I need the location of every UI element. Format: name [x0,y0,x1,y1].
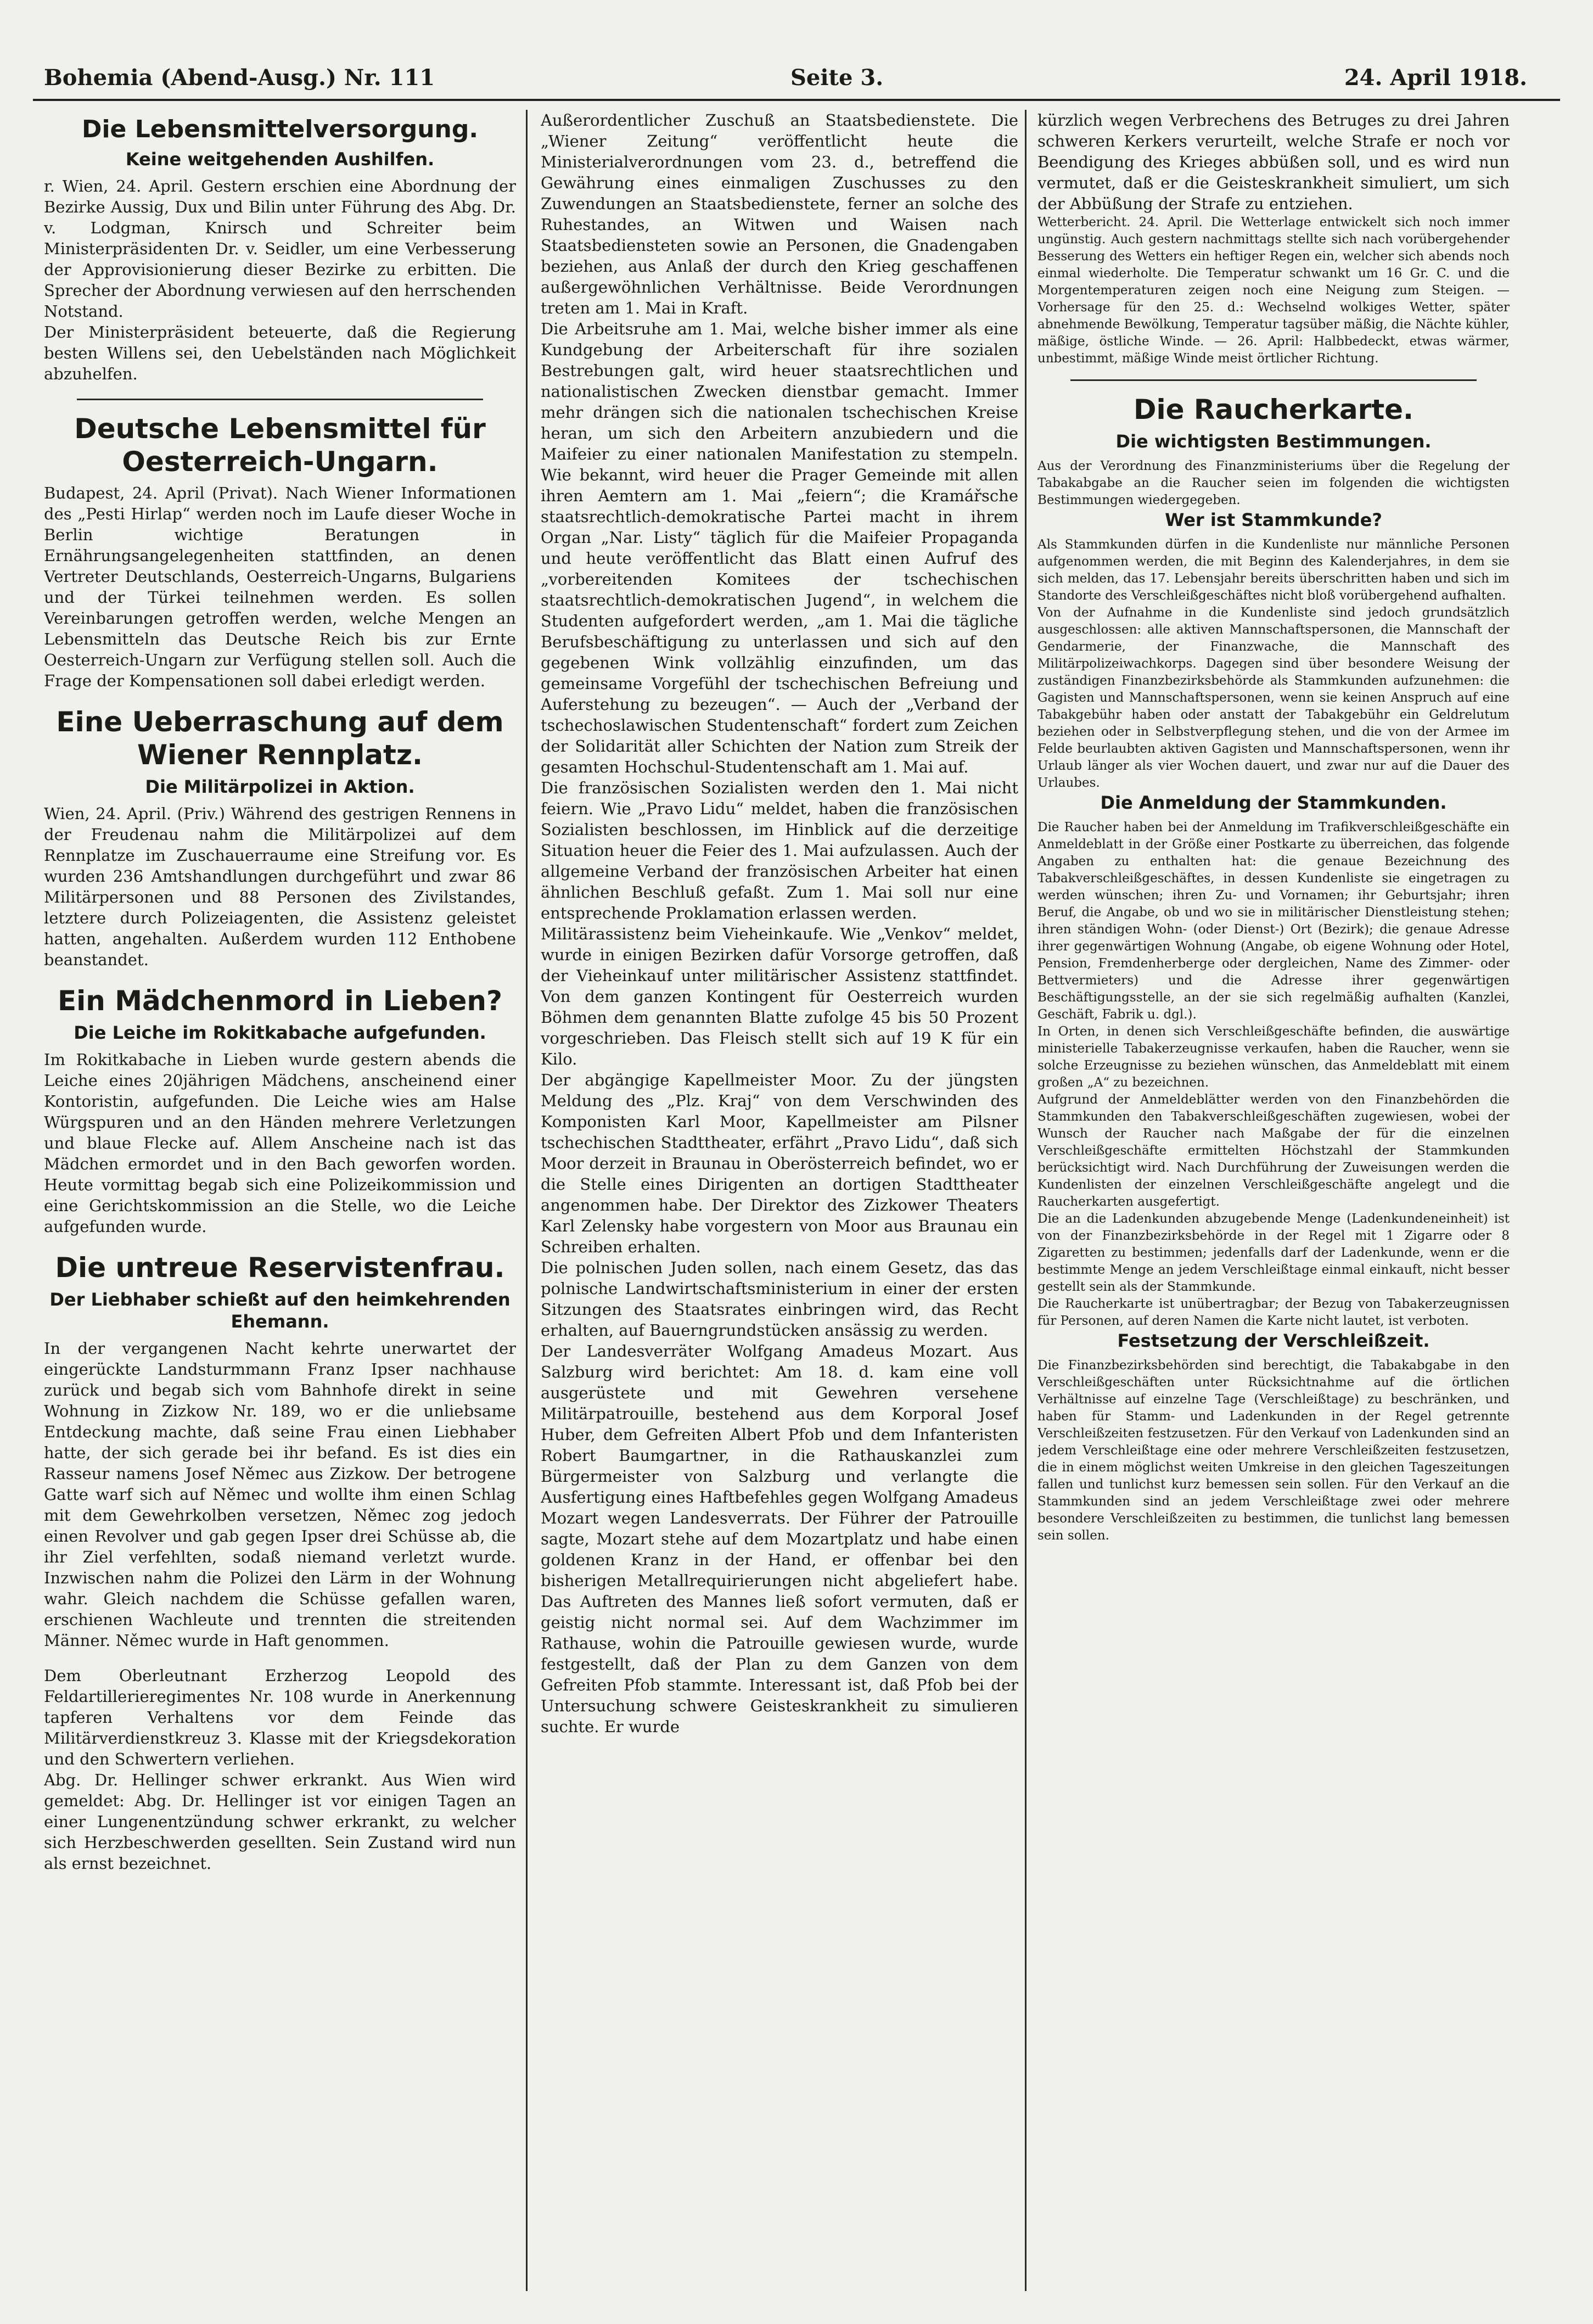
paragraph: Dem Oberleutnant Erzherzog Leopold des Feldartillerieregimentes Nr. 108 wurde in Anerkennung tapferen Verhaltens vor dem Feinde das Militärverdienstkreuz 3. Klasse mit der Kriegsdekoration und den Schwertern verliehen. [44,1666,516,1768]
header-issue: Bohemia (Abend-Ausg.) Nr. 111 [44,65,435,91]
column-2 [541,110,1018,2291]
paragraph: Als Stammkunden dürfen in die Kundenliste nur männliche Personen aufgenommen werden, die mit Beginn des Kalenderjahres, in dem sie sich melden, das 17. Lebensjahr bereits überschritten haben und sich im Standorte des Verschleißgeschäftes nicht bloß vorübergehend aufhalten. [1037,537,1510,603]
divider [77,399,483,400]
paragraph: Der Ministerpräsident beteuerte, daß die Regierung besten Willens sei, den Uebelständen nach Möglichkeit abzuhelfen. [44,323,516,383]
paragraph: r. Wien, 24. April. Gestern erschien eine Abordnung der Bezirke Aussig, Dux und Bilin unter Führung des Abg. Dr. v. Lodgman, Knirsch und Schreiter beim Ministerpräsidenten Dr. v. Seidler, um eine Verbesserung der Approvisionierung dieser Bezirke zu erbitten. Die Sprecher der Abordnung verwiesen auf den herrschenden Notstand. [44,177,516,321]
paragraph: Die Raucher haben bei der Anmeldung im Trafikverschleißgeschäfte ein Anmeldeblatt in der Größe einer Postkarte zu überreichen, das folgende Angaben zu enthalten hat: die genaue Bezeichnung des Tabakverschleißgeschäftes, in dessen Kundenliste sie eingetragen zu werden wünschen; ihren Zu- und Vornamen; ihr Geburtsjahr; ihren Beruf, die Angabe, ob und wo sie in militärischer Dienstleistung stehen; ihren ständigen Wohn- (oder Dienst-) Ort (Bezirk); die genaue Adresse ihrer gegenwärtigen Wohnung (Angabe, ob eigene Wohnung oder Hotel, Pension, Fremdenherberge oder dergleichen, Name des Zimmer- oder Bettvermieters) und die Adresse ihrer gegenwärtigen Beschäftigungsstelle, an der sie sich regelmäßig aufhalten (Kanzlei, Geschäft, Fabrik u. dgl.). [1037,820,1510,1022]
paragraph: Die Arbeitsruhe am 1. Mai, welche bisher immer als eine Kundgebung der Arbeiterschaft für ihre sozialen Bestrebungen galt, wird heuer staatsrechtlichen und nationalistischen Zwecken dienstbar gemacht. Immer mehr drängen sich die nationalen tschechischen Kreise heran, um sich den Arbeitern anzubiedern und die Maifeier zu einer nationalen Manifestation zu stempeln. Wie bekannt, wird heuer die Prager Gemeinde mit allen ihren Aemtern am 1. Mai „feiern“; die Kramářsche staatsrechtlich-demokratische Partei macht in ihrem Organ „Nar. Listy“ täglich für die Maifeier Propaganda und heute veröffentlicht das Blatt einen Aufruf des „vorbereitenden Komitees der tschechischen staatsrechtlich-demokratischen Jugend“, in welchem die Studenten aufgefordert werden, „am 1. Mai die tägliche Berufsbeschäftigung zu unterlassen und sich auf den gegebenen Wink vollzählig einzufinden, um das gemeinsame Vorgefühl der tschechischen Befreiung und Auferstehung zu bezeugen“. — Auch der „Verband der tschechoslawischen Studentenschaft“ fordert zum Zeichen der Solidarität aller Schichten der Nation zum Streik der gesamten Hochschul-Studentenschaft am 1. Mai auf. [541,320,1018,776]
paragraph: Aufgrund der Anmeldeblätter werden von den Finanzbehörden die Stammkunden den Tabakverschleißgeschäften zugewiesen, wobei der Wunsch der Raucher nach Maßgabe der für die einzelnen Verschleißgeschäfte ermittelten Höchstzahl der Stammkunden berücksichtigt wird. Nach Durchführung der Zuweisungen werden die Kundenlisten der einzelnen Verschleißgeschäfte angelegt und die Raucherkarten ausgefertigt. [1037,1093,1510,1209]
weather-report: Wetterbericht. 24. April. Die Wetterlage entwickelt sich noch immer ungünstig. Auch gestern nachmittags stellte sich nach vorübergehender Besserung des Wetters ein heftiger Regen ein, welcher sich abends noch einmal wiederholte. Die Temperatur schwankt um 16 Gr. C. und die Morgentemperaturen zeigen noch eine Neigung zum Steigen. — Vorhersage für den 25. d.: Wechselnd wolkiges Wetter, später abnehmende Bewölkung, Temperatur tagsüber mäßig, die Nächte kühler, mäßige, östliche Winde. — 26. April: Halbbedeckt, etwas wärmer, unbestimmt, mäßige Winde meist örtlicher Richtung. [1037,215,1510,366]
paragraph: Der Landesverräter Wolfgang Amadeus Mozart. Aus Salzburg wird berichtet: Am 18. d. kam eine voll ausgerüstete und mit Gewehren versehene Militärpatrouille, bestehend aus dem Korporal Josef Huber, dem Gefreiten Albert Pfob und dem Infanteristen Robert Baumgartner, in die Rathauskanzlei zum Bürgermeister von Salzburg und verlangte die Ausfertigung eines Haftbefehles gegen Wolfgang Amadeus Mozart wegen Landesverrats. Der Führer der Patrouille sagte, Mozart stehe auf dem Mozartplatz und habe einen goldenen Kranz in der Hand, er offenbar bei den bisherigen Metallrequirierungen nicht abgeliefert habe. Das Auftreten des Mannes ließ sofort vermuten, daß er geistig nicht normal sei. Auf dem Wachzimmer im Rathause, wohin die Patrouille gewiesen wurde, wurde festgestellt, daß der Plan zu dem Ganzen von dem Gefreiten Pfob stammte. Interessant ist, daß Pfob bei der Untersuchung schwere Geisteskrankheit zu simulieren suchte. Er wurde [541,1342,1018,1736]
paragraph: Im Rokitkabache in Lieben wurde gestern abends die Leiche eines 20jährigen Mädchens, anscheinend einer Kontoristin, aufgefunden. Die Leiche wies am Halse Würgspuren und an den Händen mehrere Verletzungen und blaue Flecke auf. Allem Anscheine nach ist das Mädchen ermordet und in den Bach geworfen worden. Heute vormittag begab sich eine Polizeikommission und eine Gerichtskommission an die Stelle, wo die Leiche aufgefunden wurde. [44,1050,516,1236]
headline: Die Lebensmittelversorgung. [81,115,479,143]
paragraph: Außerordentlicher Zuschuß an Staatsbedienstete. Die „Wiener Zeitung“ veröffentlicht heute die Ministerialverordnungen vom 23. d., betreffend die Gewährung eines einmaligen Zuschusses zu den Zuwendungen an Staatsbedienstete, ferner an solche des Ruhestandes, an Witwen und Waisen nach Staatsbediensteten sowie an Personen, die Gnadengaben beziehen, aus Anlaß der durch den Krieg geschaffenen außergewöhnlichen Verhältnisse. Beide Verordnungen treten am 1. Mai in Kraft. [541,111,1018,317]
subheadline: Der Liebhaber schießt auf den heimkehrenden Ehemann. [49,1289,511,1332]
article-rennplatz [44,705,516,970]
headline: Die Raucherkarte. [1133,394,1414,425]
paragraph: Aus der Verordnung des Finanzministeriums über die Regelung der Tabakabgabe an die Raucher seien im folgenden die wichtigsten Bestimmungen wiedergegeben. [1037,459,1510,507]
paragraph: Budapest, 24. April (Privat). Nach Wiener Informationen des „Pesti Hirlap“ werden noch im Laufe dieser Woche in Berlin wichtige Beratungen in Ernährungsangelegenheiten stattfinden, an denen Vertreter Deutschlands, Oesterreich-Ungarns, Bulgariens und der Türkei teilnehmen werden. Es sollen Vereinbarungen getroffen werden, welche Mengen an Lebensmitteln das Deutsche Reich bis zur Ernte Oesterreich-Ungarn zur Verfügung stellen soll. Auch die Frage der Kompensationen soll dabei erledigt werden. [44,484,516,690]
header-page-number: Seite 3. [790,65,884,91]
subheadline: Die Militärpolizei in Aktion. [145,776,415,797]
paragraph: Die an die Ladenkunden abzugebende Menge (Ladenkundeneinheit) ist von der Finanzbezirksbehörde in der Regel mit 1 Zigarre oder 8 Zigaretten zu bestimmen; jedenfalls darf der Ladenkunde, wenn er die bestimmte Menge an jedem Verschleißtage einmal einkauft, nicht besser gestellt sein als der Stammkunde. [1037,1212,1510,1294]
article-maedchenmord [44,984,516,1237]
headline: Eine Ueberraschung auf dem Wiener Rennplatz. [56,706,504,771]
paragraph: Der abgängige Kapellmeister Moor. Zu der jüngsten Meldung des „Plz. Kraj“ von dem Verschwinden des Komponisten Karl Moor, Kapellmeister am Pilsner tschechischen Stadttheater, erfährt „Pravo Lidu“, daß sich Moor derzeit in Braunau in Oberösterreich befindet, wo er die Stelle eines Dirigenten an dortigen Stadttheater angenommen habe. Der Direktor des Zizkower Theaters Karl Zelensky habe vorgestern von Moor aus Braunau ein Schreiben erhalten. [541,1071,1018,1256]
article-notices [44,1665,516,1874]
subheadline: Die wichtigsten Bestimmungen. [1115,431,1432,452]
paragraph: Wien, 24. April. (Priv.) Während des gestrigen Rennens in der Freudenau nahm die Militärpolizei auf dem Rennplatze im Zuschauerraume eine Streifung vor. Es wurden 236 Amtshandlungen durchgeführt und zwar 86 Militärpersonen und 88 Personen des Zivilstandes, letztere durch Polizeiagenten, die Assistenz geleistet hatten, angehalten. Außerdem wurden 112 Enthobene beanstandet. [44,804,516,969]
page-header [33,60,1560,101]
section-heading: Wer ist Stammkunde? [1165,509,1382,530]
paragraph: In der vergangenen Nacht kehrte unerwartet der eingerückte Landsturmmann Franz Ipser nachhause zurück und begab sich vom Bahnhofe direkt in seine Wohnung in Zizkow Nr. 189, wo er die unliebsame Entdeckung machte, daß seine Frau einen Liebhaber hatte, der sich gerade bei ihr befand. Es ist dies ein Rasseur namens Josef Němec aus Zizkow. Der betrogene Gatte warf sich auf Němec und wollte ihm einen Schlag mit dem Gewehrkolben versetzen, Němec zog jedoch einen Revolver und gab gegen Ipser drei Schüsse ab, die ihr Ziel verfehlten, sodaß niemand verletzt wurde. Inzwischen nahm die Polizei den Lärm in der Wohnung wahr. Gleich nachdem die Schüsse gefallen waren, erschienen Wachleute und trennten die streitenden Männer. Němec wurde in Haft genommen. [44,1339,516,1650]
paragraph: Abg. Dr. Hellinger schwer erkrankt. Aus Wien wird gemeldet: Abg. Dr. Hellinger ist vor einigen Tagen an einer Lungenentzündung schwer erkrankt, zu welcher sich Herzbeschwerden gesellten. Sein Zustand wird nun als ernst bezeichnet. [44,1771,516,1873]
column-1 [44,110,516,2291]
divider [1070,379,1477,381]
section-heading: Festsetzung der Verschleißzeit. [1117,1330,1430,1351]
subheadline: Die Leiche im Rokitkabache aufgefunden. [74,1022,486,1043]
paragraph: Militärassistenz beim Vieheinkaufe. Wie „Venkov“ meldet, wurde in einigen Bezirken dafür Vorsorge getroffen, daß der Vieheinkauf unter militärischer Assistenz stattfindet. Von dem ganzen Kontingent für Oesterreich wurden Böhmen dem genannten Blatte zufolge 45 bis 50 Prozent vorgeschrieben. Das Fleisch stellt sich auf 19 K für ein Kilo. [541,925,1018,1068]
paragraph: Die Finanzbezirksbehörden sind berechtigt, die Tabakabgabe in den Verschleißgeschäften unter Rücksichtnahme auf die örtlichen Verhältnisse auf einzelne Tage (Verschleißtage) zu beschränken, und haben für Stamm- und Ladenkunden in der Regel getrennte Verschleißzeiten festzusetzen. Für den Verkauf von Ladenkunden sind an jedem Verschleißtage eine oder mehrere Verschleißzeiten festzusetzen, die in einem möglichst weiten Umkreise in den gleichen Tageszeitungen fallen und tunlichst kurz bemessen sein sollen. Für den Verkauf an die Stammkunden sind an jedem Verschleißtage zwei oder mehrere besondere Verschleißzeiten zu bestimmen, die tunlichst lang bemessen sein sollen. [1037,1358,1510,1543]
headline: Deutsche Lebensmittel für Oesterreich-Ungarn. [74,413,486,478]
column-3 [1037,110,1510,2291]
section-heading: Die Anmeldung der Stammkunden. [1100,792,1447,813]
paragraph: Von der Aufnahme in die Kundenliste sind jedoch grundsätzlich ausgeschlossen: alle aktiven Mannschaftspersonen, die Mannschaft der Gendarmerie, der Finanzwache, die Mannschaft des Militärpolizeiwachkorps. Dagegen sind über besondere Weisung der zuständigen Finanzbezirksbehörde als Stammkunden aufzunehmen: die Gagisten und Mannschaftspersonen, wenn sie keinen Anspruch auf eine Tabakgebühr haben oder anstatt der Tabakgebühr ein Geldrelutum beziehen oder in Selbstverpflegung stehen, und die von der Armee im Felde beurlaubten aktiven Gagisten und Mannschaftspersonen, wenn ihr Urlaub länger als vier Wochen dauert, und zwar nur auf die Dauer des Urlaubes. [1037,606,1510,790]
article-reservistenfrau [44,1251,516,1651]
paragraph: kürzlich wegen Verbrechens des Betruges zu drei Jahren schweren Kerkers verurteilt, welche Strafe er noch vor Beendigung des Krieges abbüßen soll, und es wird nun vermutet, daß er die Geisteskrankheit simuliert, um sich der Abbüßung der Strafe zu entziehen. [1037,111,1510,213]
paragraph: Die Raucherkarte ist unübertragbar; der Bezug von Tabakerzeugnissen für Personen, auf deren Namen die Karte nicht lautet, ist verboten. [1037,1297,1510,1328]
article-lebensmittelversorgung [44,115,516,384]
column-divider [526,110,528,2291]
article-deutsche-lebensmittel [44,412,516,691]
column-divider [1025,110,1027,2291]
paragraph: Die polnischen Juden sollen, nach einem Gesetz, das das polnische Landwirtschaftsministerium in einer der ersten Sitzungen des Staatsrates einbringen wird, das Recht erhalten, auf Bauerngrundstücken ansässig zu werden. [541,1258,1018,1340]
subheadline: Keine weitgehenden Aushilfen. [125,149,435,170]
paragraph: In Orten, in denen sich Verschleißgeschäfte befinden, die auswärtige ministerielle Tabakerzeugnisse verkaufen, haben die Raucher, wenn sie solche Erzeugnisse zu beziehen wünschen, das Anmeldeblatt mit einem großen „A“ zu bezeichnen. [1037,1024,1510,1090]
paragraph: Die französischen Sozialisten werden den 1. Mai nicht feiern. Wie „Pravo Lidu“ meldet, haben die französischen Sozialisten beschlossen, im Hinblick auf die derzeitige Situation heuer die Feier des 1. Mai aufzulassen. Auch der allgemeine Verband der französischen Arbeiter hat einen ähnlichen Beschluß gefaßt. Zum 1. Mai soll nur eine entsprechende Proklamation erlassen werden. [541,779,1018,922]
headline: Ein Mädchenmord in Lieben? [58,985,502,1017]
header-date: 24. April 1918. [1344,65,1527,91]
headline: Die untreue Reservistenfrau. [55,1252,505,1284]
